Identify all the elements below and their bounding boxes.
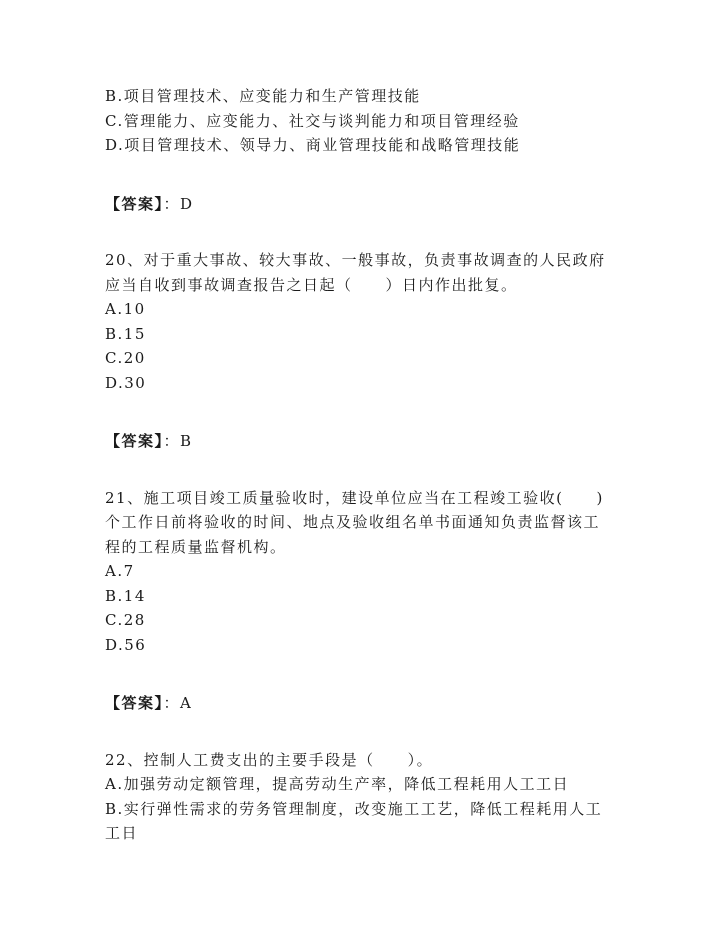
- prev-question-options: [105, 84, 615, 158]
- answer-separator: ：: [163, 694, 181, 712]
- answer-value: A: [180, 694, 193, 712]
- answer-label: 【答案】: [105, 694, 164, 712]
- option-b: B.实行弹性需求的劳务管理制度，改变施工工艺，降低工程耗用人工: [105, 799, 603, 818]
- option-b: B.15: [105, 324, 146, 343]
- answer-label: 【答案】: [105, 432, 164, 450]
- answer-label: 【答案】: [105, 194, 164, 213]
- option-c: C.管理能力、应变能力、社交与谈判能力和项目管理经验: [105, 111, 520, 130]
- option-b-continued: 工日: [105, 824, 139, 842]
- question-21-answer: [105, 691, 615, 716]
- option-a: A.7: [105, 562, 135, 580]
- option-d: D.56: [105, 635, 147, 654]
- option-d: D.项目管理技术、领导力、商业管理技能和战略管理技能: [105, 136, 521, 154]
- question-20: [105, 248, 615, 395]
- answer-separator: ：: [163, 194, 181, 213]
- question-22: [105, 748, 615, 846]
- question-21: [105, 486, 615, 658]
- option-c: C.20: [105, 349, 146, 367]
- question-stem-line: 21、施工项目竣工质量验收时，建设单位应当在工程竣工验收( ): [105, 488, 604, 507]
- answer-value: D: [180, 194, 194, 213]
- question-stem-line: 22、控制人工费支出的主要手段是（ ）。: [105, 750, 434, 769]
- option-b: B.14: [105, 586, 146, 605]
- answer-separator: ：: [163, 432, 181, 450]
- option-b: B.项目管理技术、应变能力和生产管理技能: [105, 87, 421, 105]
- option-c: C.28: [105, 611, 146, 629]
- option-a: A.加强劳动定额管理，提高劳动生产率，降低工程耗用人工工日: [105, 775, 570, 793]
- prev-question-answer: [105, 192, 615, 217]
- question-20-answer: [105, 429, 615, 454]
- question-stem-line: 20、对于重大事故、较大事故、一般事故，负责事故调查的人民政府: [105, 251, 606, 269]
- answer-value: B: [180, 432, 193, 450]
- document-page: [105, 84, 615, 846]
- question-stem-line: 程的工程质量监督机构。: [105, 537, 287, 556]
- question-stem-line: 个工作日前将验收的时间、地点及验收组名单书面通知负责监督该工: [105, 513, 601, 531]
- question-stem-line: 应当自收到事故调查报告之日起（ ）日内作出批复。: [105, 275, 518, 294]
- option-d: D.30: [105, 373, 147, 392]
- option-a: A.10: [105, 300, 146, 318]
